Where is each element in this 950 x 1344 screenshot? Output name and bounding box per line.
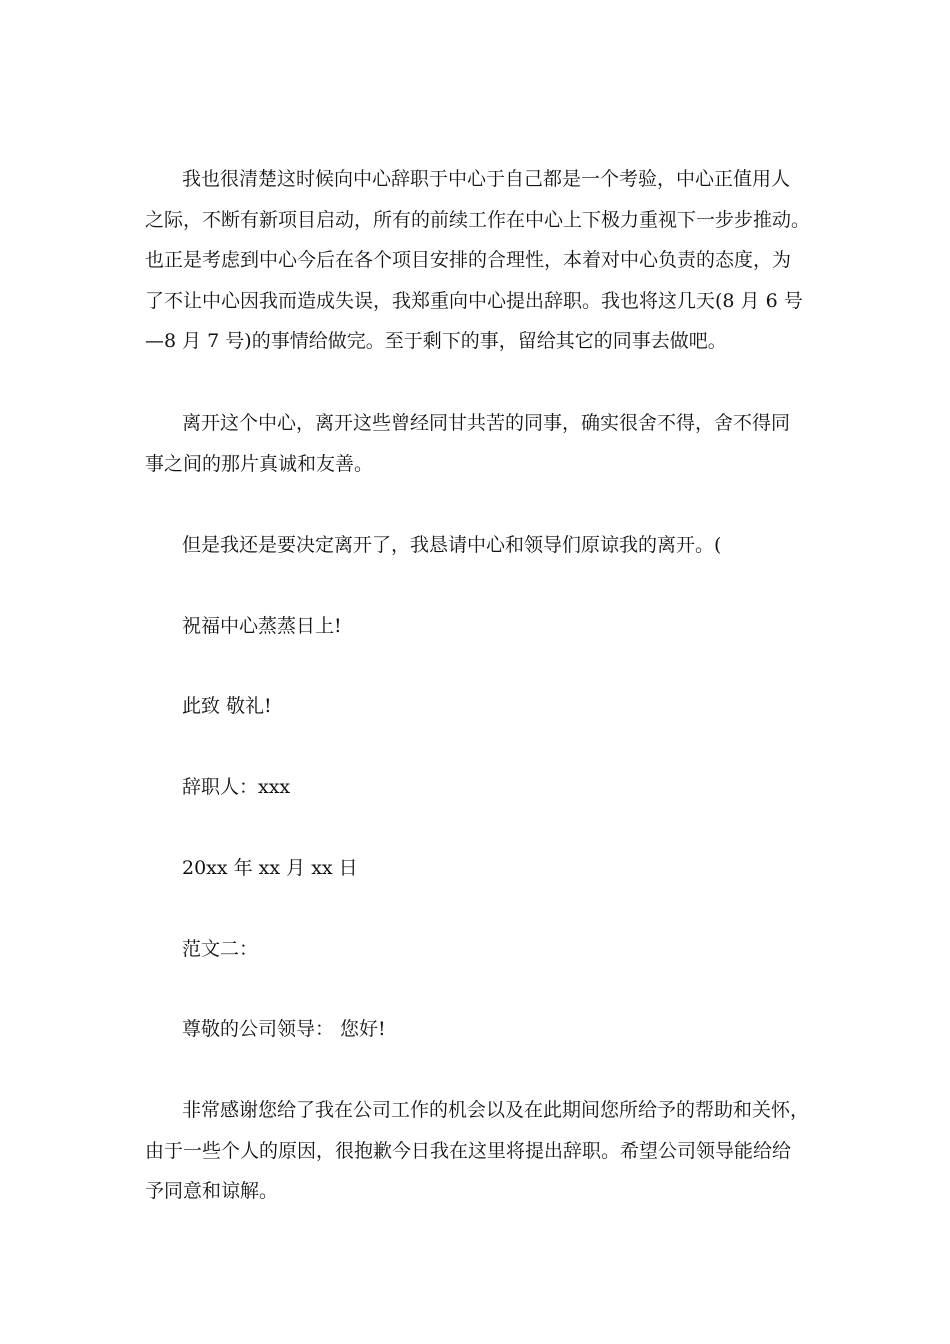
signature-date [145,848,810,889]
paragraph-reason [145,159,810,362]
paragraph-line: 离开这个中心，离开这些曾经同甘共苦的同事，确实很舍不得，舍不得同 [182,412,791,434]
signature-name [145,767,810,808]
closing-salutation [145,686,810,727]
paragraph-line: 非常感谢您给了我在公司工作的机会以及在此期间您所给予的帮助和关怀， [182,1099,810,1121]
paragraph-line: 我也很清楚这时候向中心辞职于中心于自己都是一个考验，中心正值用人 [182,168,791,190]
paragraph-line: 了不让中心因我而造成失误，我郑重向中心提出辞职。我也将这几天(8 月 6 号 [145,289,803,312]
paragraph-line: 事之间的那片真诚和友善。 [145,452,374,475]
paragraph-line: 20xx 年 xx 月 xx 日 [182,857,358,879]
paragraph-line: —8 月 7 号)的事情给做完。至于剩下的事，留给其它的同事去做吧。 [145,330,727,352]
greeting [145,1009,810,1050]
paragraph-line: 此致 敬礼! [182,695,272,717]
paragraph-line: 祝福中心蒸蒸日上! [182,615,342,637]
section-heading-sample-two [145,929,810,970]
paragraph-line: 尊敬的公司领导： 您好! [182,1018,386,1040]
paragraph-line: 予同意和谅解。 [145,1180,279,1202]
paragraph-line: 辞职人：xxx [182,776,291,798]
paragraph-farewell [145,403,810,484]
paragraph-blessing [145,606,810,647]
paragraph-line: 之际，不断有新项目启动，所有的前续工作在中心上下极力重视下一步步推动。 [145,208,811,231]
paragraph-line: 也正是考虑到中心今后在各个项目安排的合理性，本着对中心负责的态度，为 [145,249,792,271]
paragraph-line: 由于一些个人的原因，很抱歉今日我在这里将提出辞职。希望公司领导能给给 [145,1139,792,1162]
paragraph-thanks [145,1090,810,1212]
paragraph-line: 范文二： [182,938,259,960]
paragraph-apology [145,525,810,566]
paragraph-line: 但是我还是要决定离开了，我恳请中心和领导们原谅我的离开。( [182,534,722,556]
